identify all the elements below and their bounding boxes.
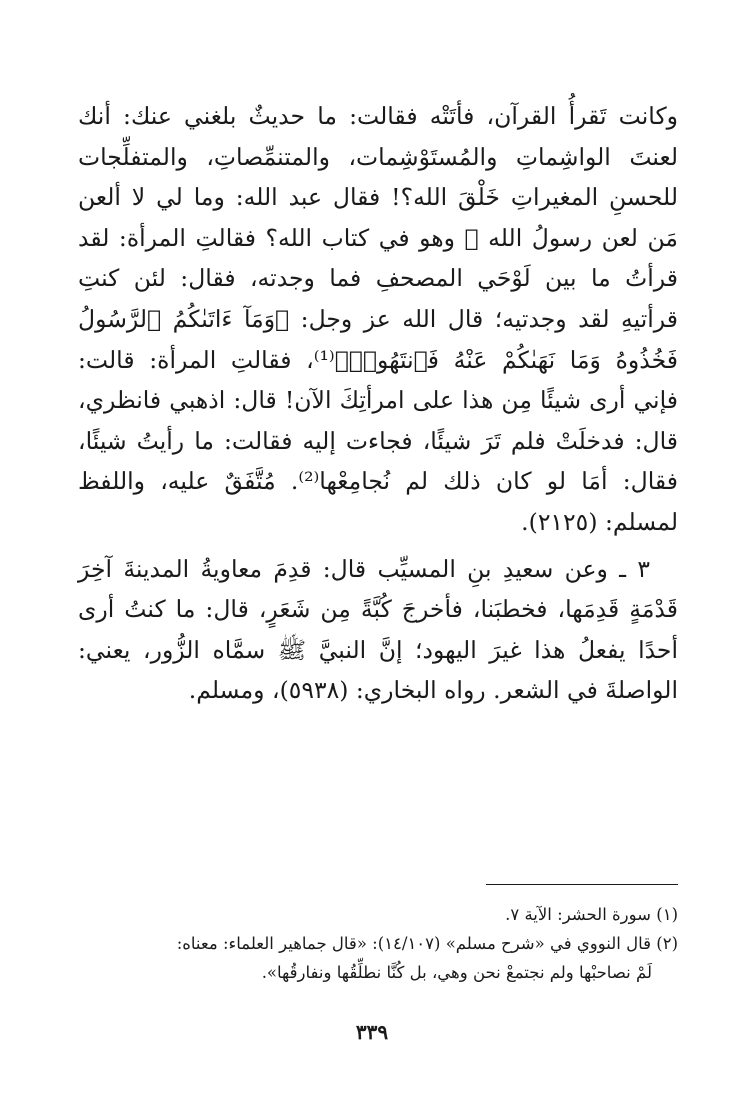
paragraph-hadith-2-continued: وكانت تَقرأُ القرآن، فأتَتْه فقالت: ما حديثٌ بلغني عنك: أنك لعنتَ الواشِماتِ والمُستَوْشِمات، والمتنمِّصاتِ، والمتفلِّجات للحسنِ المغيراتِ خَلْقَ الله؟! فقال عبد الله: وما لي لا ألعن مَن لعن رسولُ الله ﷺ وهو في كتاب الله؟ فقالتِ المرأة: لقد قرأتُ ما بين لَوْحَي المصحفِ فما وجدته، فقال: لئن كنتِ قرأتيهِ لقد وجدتيه؛ قال الله عز وجل: ﴿وَمَآ ءَاتَىٰكُمُ ٱلرَّسُولُ فَخُذُوهُ وَمَا نَهَىٰكُمْ عَنْهُ فَٱنتَهُوا۟﴾⁽¹⁾، فقالتِ المرأة: قالت: فإني أرى شيئًا مِن هذا على امرأتِكَ الآن! قال: اذهبي فانظري، قال: فدخلَتْ فلم تَرَ شيئًا، فجاءت إليه فقالت: ما رأيتُ شيئًا، فقال: أمَا لو كان ذلك لم نُجامِعْها⁽²⁾. مُتَّفَقٌ عليه، واللفظ لمسلم: (٢١٢٥). — [78, 102, 678, 536]
paragraph-hadith-3: ٣ ـ وعن سعيدِ بنِ المسيِّب قال: قدِمَ معاويةُ المدينةَ آخِرَ قَدْمَةٍ قَدِمَها، فخطبَنا، فأخرجَ كُبَّةً مِن شَعَرٍ، قال: ما كنتُ أرى أحدًا يفعلُ هذا غيرَ اليهود؛ إنَّ النبيَّ ﷺ سمَّاه الزُّور، يعني: الواصلةَ في الشعر. رواه البخاري: (٥٩٣٨)، ومسلم. — [78, 554, 678, 705]
footnote-2: (٢) قال النووي في «شرح مسلم» (١٤/١٠٧): «قال جماهير العلماء: معناه: — [176, 934, 678, 953]
main-text — [78, 96, 678, 711]
footnote-1: (١) سورة الحشر: الآية ٧. — [505, 905, 678, 924]
footnote-separator — [486, 884, 678, 885]
page-number: ٣٣٩ — [355, 1020, 389, 1044]
footnotes — [78, 900, 678, 987]
footnote-2-continuation: لَمْ نصاحبْها ولم نجتمعْ نحن وهي، بل كُنَّا نطلِّقُها ونفارقُها». — [261, 963, 652, 982]
